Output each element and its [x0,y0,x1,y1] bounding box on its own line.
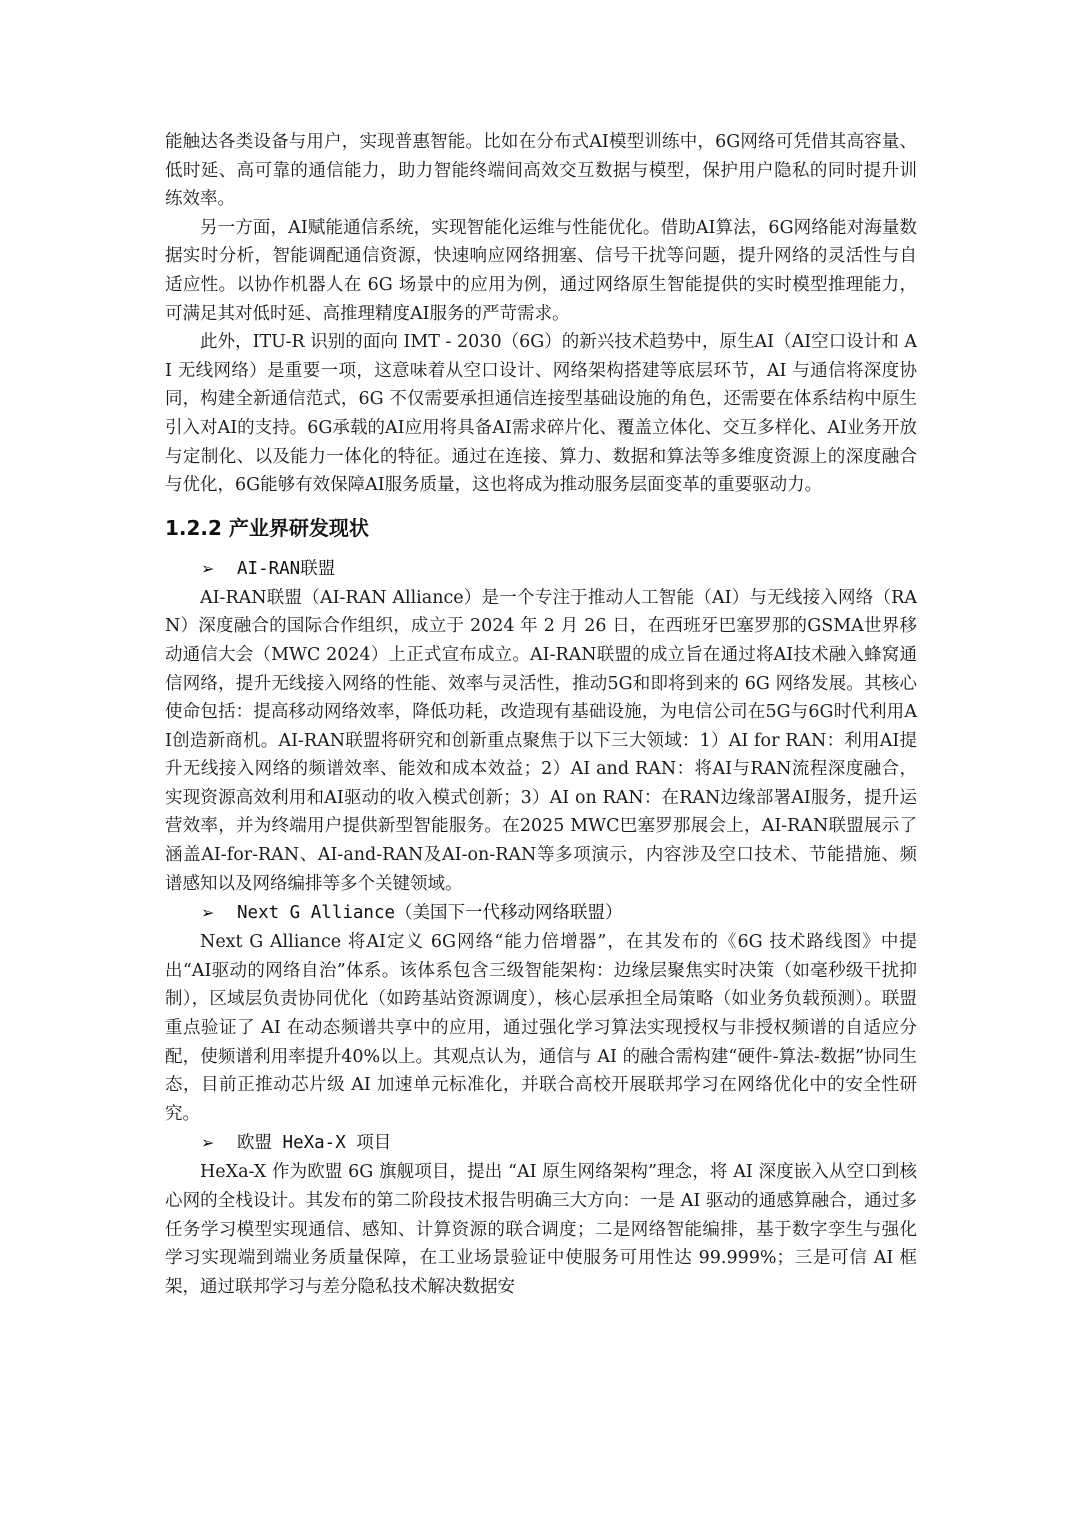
next-g-paragraph: Next G Alliance 将AI定义 6G网络“能力倍增器”，在其发布的《6G 技术路线图》中提出“AI驱动的网络自治”体系。该体系包含三级智能架构：边缘层聚焦实时决策（如毫秒级干扰抑制），区域层负责协同优化（如跨基站资源调度），核心层承担全局策略（如业务负载预测）。联盟重点验证了 AI 在动态频谱共享中的应用，通过强化学习算法实现授权与非授权频谱的自适应分配，使频谱利用率提升40%以上。其观点认为，通信与 AI 的融合需构建“硬件-算法-数据”协同生态，目前正推动芯片级 AI 加速单元标准化，并联合高校开展联邦学习在网络优化中的安全性研究。 [165,932,917,1124]
arrowhead-bullet-icon: ➢ [201,1133,215,1153]
bullet-ai-ran [165,554,917,584]
document-page [165,128,917,1301]
ai-ran-paragraph: AI-RAN联盟（AI-RAN Alliance）是一个专注于推动人工智能（AI）与无线接入网络（RAN）深度融合的国际合作组织，成立于 2024 年 2 月 26 日，在西班牙巴塞罗那的GSMA世界移动通信大会（MWC 2024）上正式宣布成立。AI-RAN联盟的成立旨在通过将AI技术融入蜂窝通信网络，提升无线接入网络的性能、效率与灵活性，推动5G和即将到来的 6G 网络发展。其核心使命包括：提高移动网络效率，降低功耗，改造现有基础设施，为电信公司在5G与6G时代利用AI创造新商机。AI-RAN联盟将研究和创新重点聚焦于以下三大领域：1）AI for RAN：利用AI提升无线接入网络的频谱效率、能效和成本效益；2）AI and RAN：将AI与RAN流程深度融合，实现资源高效利用和AI驱动的收入模式创新；3）AI on RAN：在RAN边缘部署AI服务，提升运营效率，并为终端用户提供新型智能服务。在2025 MWC巴塞罗那展会上，AI-RAN联盟展示了涵盖AI-for-RAN、AI-and-RAN及AI-on-RAN等多项演示，内容涉及空口技术、节能措施、频谱感知以及网络编排等多个关键领域。 [165,587,917,894]
bullet-title: 欧盟 HeXa-X 项目 [237,1133,392,1154]
arrowhead-bullet-icon: ➢ [201,558,215,578]
section-heading: 1.2.2 产业界研发现状 [165,515,369,540]
bullet-next-g-alliance [165,898,917,928]
hexa-x-paragraph: HeXa-X 作为欧盟 6G 旗舰项目，提出 “AI 原生网络架构”理念，将 AI 深度嵌入从空口到核心网的全栈设计。其发布的第二阶段技术报告明确三大方向：一是 AI 驱动的通感算融合，通过多任务学习模型实现通信、感知、计算资源的联合调度；二是网络智能编排，基于数字孪生与强化学习实现端到端业务质量保障，在工业场景验证中使服务可用性达 99.999%；三是可信 AI 框架，通过联邦学习与差分隐私技术解决数据安 [165,1162,917,1297]
intro-paragraph-1: 能触达各类设备与用户，实现普惠智能。比如在分布式AI模型训练中，6G网络可凭借其高容量、低时延、高可靠的通信能力，助力智能终端间高效交互数据与模型，保护用户隐私的同时提升训练效率。 [165,132,917,210]
intro-paragraph-3: 此外，ITU-R 识别的面向 IMT - 2030（6G）的新兴技术趋势中，原生AI（AI空口设计和 AI 无线网络）是重要一项，这意味着从空口设计、网络架构搭建等底层环节，AI 与通信将深度协同，构建全新通信范式，6G 不仅需要承担通信连接型基础设施的角色，还需要在体系结构中原生引入对AI的支持。6G承载的AI应用将具备AI需求碎片化、覆盖立体化、交互多样化、AI业务开放与定制化、以及能力一体化的特征。通过在连接、算力、数据和算法等多维度资源上的深度融合与优化，6G能够有效保障AI服务质量，这也将成为推动服务层面变革的重要驱动力。 [165,332,917,496]
arrowhead-bullet-icon: ➢ [201,903,215,923]
bullet-title: AI-RAN联盟 [237,558,336,579]
bullet-hexa-x [165,1128,917,1158]
intro-paragraph-2: 另一方面，AI赋能通信系统，实现智能化运维与性能优化。借助AI算法，6G网络能对海量数据实时分析，智能调配通信资源，快速响应网络拥塞、信号干扰等问题，提升网络的灵活性与自适应性。以协作机器人在 6G 场景中的应用为例，通过网络原生智能提供的实时模型推理能力，可满足其对低时延、高推理精度AI服务的严苛需求。 [165,217,917,324]
bullet-title: Next G Alliance（美国下一代移动网络联盟） [237,903,623,924]
